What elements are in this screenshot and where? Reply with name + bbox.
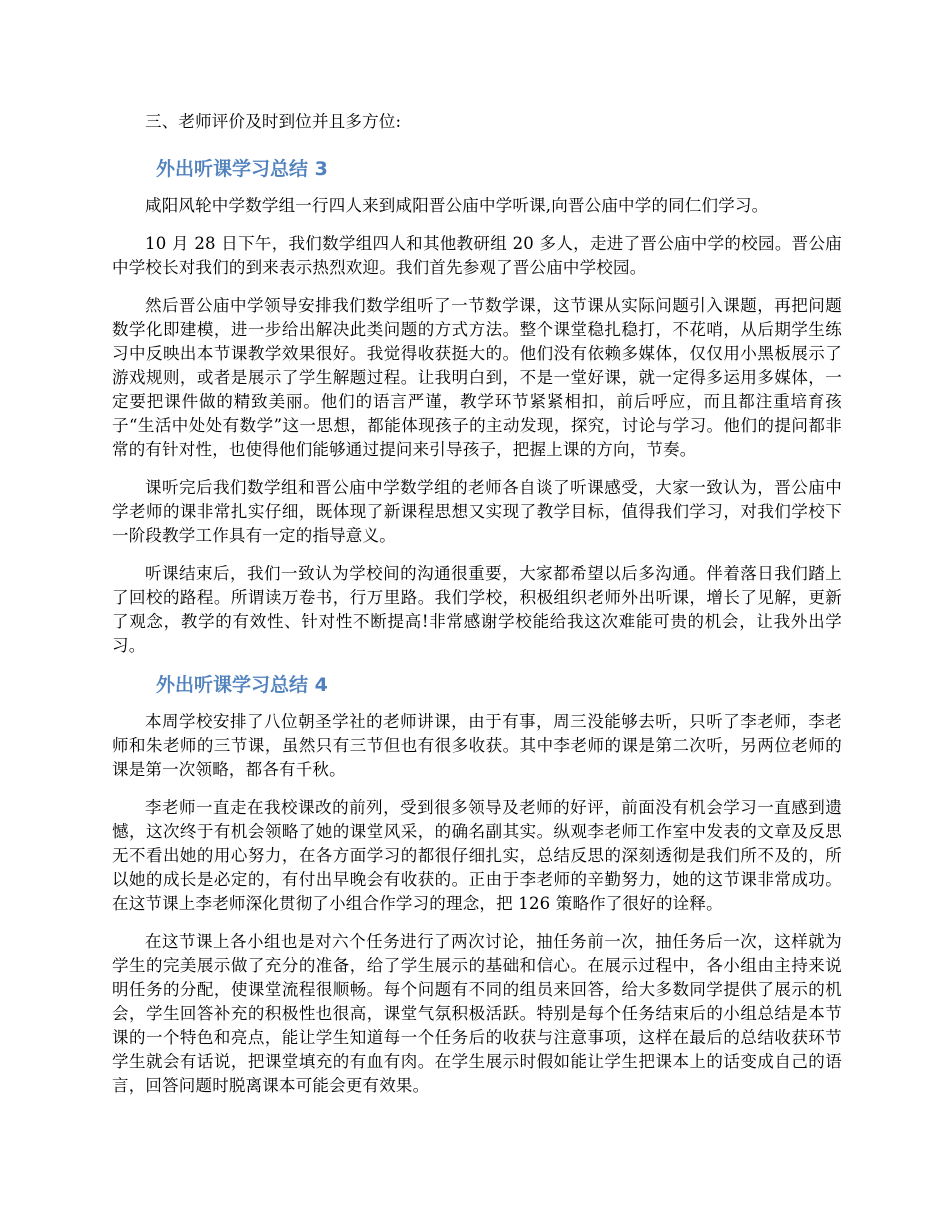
section-4-title: 外出听课学习总结 4 [156, 674, 328, 696]
section-3-paragraph-4: 课听完后我们数学组和晋公庙中学数学组的老师各自谈了听课感受，大家一致认为，晋公庙中学老师的课非常扎实仔细，既体现了新课程思想又实现了教学目标，值得我们学习，对我们学校下一阶段教学工作具有一定的指导意义。 [112, 478, 842, 545]
section-3-title: 外出听课学习总结 3 [156, 158, 328, 180]
section-3-paragraph-1: 咸阳风轮中学数学组一行四人来到咸阳晋公庙中学听课,向晋公庙中学的同仁们学习。 [145, 196, 769, 215]
section-3-paragraph-5: 听课结束后，我们一致认为学校间的沟通很重要，大家都希望以后多沟通。伴着落日我们踏上了回校的路程。所谓读万卷书，行万里路。我们学校，积极组织老师外出听课，增长了见解，更新了观念，教学的有效性、针对性不断提高!非常感谢学校能给我这次难能可贵的机会，让我外出学习。 [112, 564, 842, 655]
section-3 [112, 156, 842, 658]
section-3-paragraph-2: 10 月 28 日下午，我们数学组四人和其他教研组 20 多人，走进了晋公庙中学的校园。晋公庙中学校长对我们的到来表示热烈欢迎。我们首先参观了晋公庙中学校园。 [112, 234, 842, 277]
section-4 [112, 672, 842, 1098]
section-4-paragraph-3: 在这节课上各小组也是对六个任务进行了两次讨论，抽任务前一次，抽任务后一次，这样就为学生的完美展示做了充分的准备，给了学生展示的基础和信心。在展示过程中，各小组由主持来说明任务的分配，使课堂流程很顺畅。每个问题有不同的组员来回答，给大多数同学提供了展示的机会，学生回答补充的积极性也很高，课堂气氛积极活跃。特别是每个任务结束后的小组总结是本节课的一个特色和亮点，能让学生知道每一个任务后的收获与注意事项，这样在最后的总结收获环节学生就会有话说，把课堂填充的有血有肉。在学生展示时假如能让学生把课本上的话变成自己的语言，回答问题时脱离课本可能会更有效果。 [112, 932, 842, 1095]
section-3-paragraph-3: 然后晋公庙中学领导安排我们数学组听了一节数学课，这节课从实际问题引入课题，再把问题数学化即建模，进一步给出解决此类问题的方式方法。整个课堂稳扎稳打，不花哨，从后期学生练习中反映出本节课教学效果很好。我觉得收获挺大的。他们没有依赖多媒体，仅仅用小黑板展示了游戏规则，或者是展示了学生解题过程。让我明白到，不是一堂好课，就一定得多运用多媒体，一定要把课件做的精致美丽。他们的语言严谨，教学环节紧紧相扣，前后呼应，而且都注重培育孩子“生活中处处有数学”这一思想，都能体现孩子的主动发现，探究，讨论与学习。他们的提问都非常的有针对性，也使得他们能够通过提问来引导孩子，把握上课的方向，节奏。 [112, 296, 842, 459]
section-4-paragraph-1: 本周学校安排了八位朝圣学社的老师讲课，由于有事，周三没能够去听，只听了李老师，李老师和朱老师的三节课，虽然只有三节但也有很多收获。其中李老师的课是第二次听，另两位老师的课是第一次领略，都各有千秋。 [112, 712, 842, 779]
document-page [112, 110, 842, 1112]
section-4-paragraph-2: 李老师一直走在我校课改的前列，受到很多领导及老师的好评，前面没有机会学习一直感到遗憾，这次终于有机会领略了她的课堂风采，的确名副其实。纵观李老师工作室中发表的文章及反思无不看出她的用心努力，在各方面学习的都很仔细扎实，总结反思的深刻透彻是我们所不及的，所以她的成长是必定的，有付出早晚会有收获的。正由于李老师的辛勤努力，她的这节课非常成功。在这节课上李老师深化贯彻了小组合作学习的理念，把 126 策略作了很好的诠释。 [112, 798, 842, 913]
lead-line: 三、老师评价及时到位并且多方位: [145, 112, 402, 131]
